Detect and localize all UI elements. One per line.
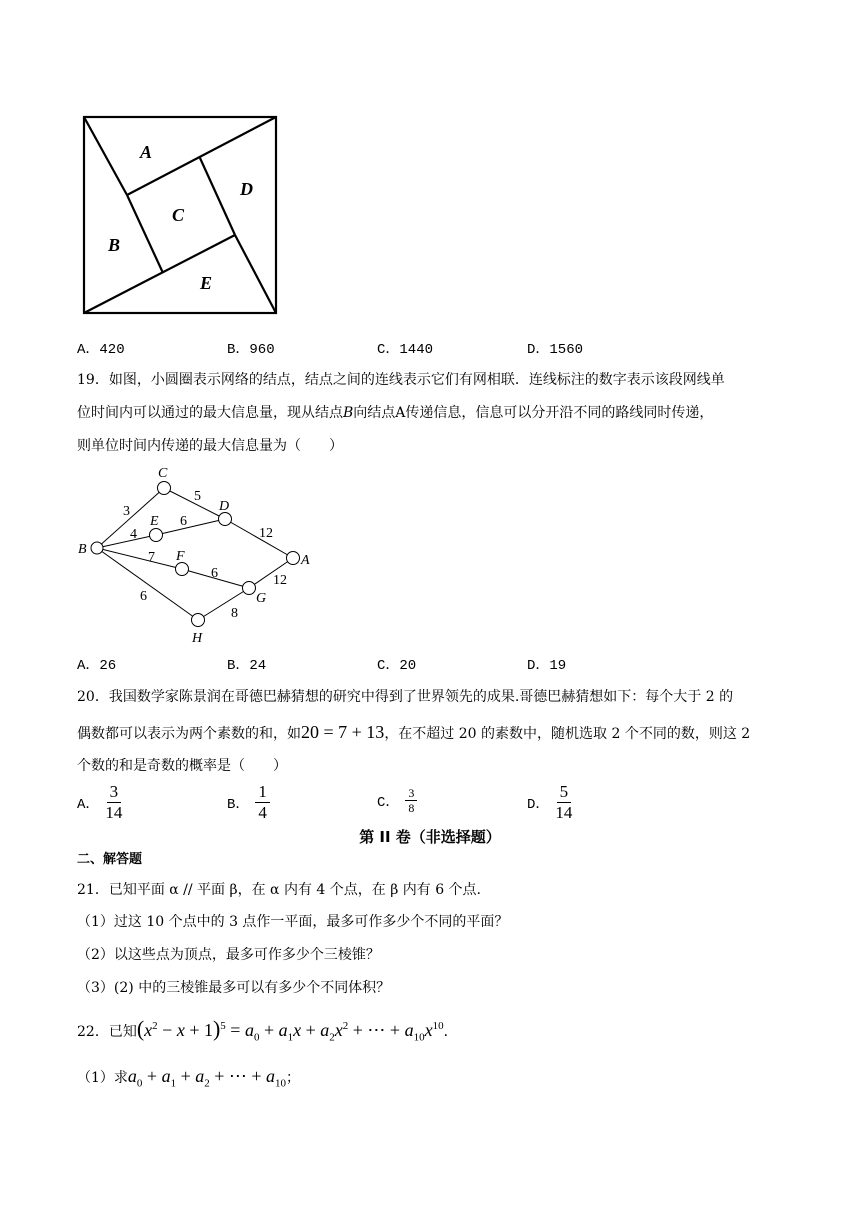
node-g bbox=[243, 582, 256, 595]
q20-option-d: D． $\frac{5}{14}$ bbox=[527, 782, 573, 822]
region-b-label: B bbox=[108, 235, 121, 255]
q19-line2: 位时间内可以通过的最大信息量，现从结点B向结点A传递信息，信息可以分开沿不同的路线同时传递， bbox=[77, 405, 714, 421]
node-f-label: F bbox=[176, 549, 185, 564]
q21-sub2: （2）以这些点为顶点，最多可作多少个三棱锥？ bbox=[77, 947, 380, 963]
network-diagram bbox=[74, 462, 324, 647]
q18-option-c: C．1440 bbox=[377, 342, 434, 358]
edge-bc-weight: 3 bbox=[123, 504, 130, 519]
edge-cd-weight: 5 bbox=[194, 489, 201, 504]
node-f bbox=[176, 563, 189, 576]
node-a bbox=[287, 552, 300, 565]
diagonal-right bbox=[235, 235, 276, 313]
q19-line3: 则单位时间内传递的最大信息量为（ ） bbox=[77, 438, 343, 454]
edge-bh-weight: 6 bbox=[140, 589, 147, 604]
node-c bbox=[158, 482, 171, 495]
node-b bbox=[91, 542, 103, 554]
q22-sub1: （1）求$a_0 + a_1 + a_2$ + ⋯ + $a_{10}$； bbox=[77, 1066, 301, 1090]
edge-ed-weight: 6 bbox=[180, 514, 187, 529]
region-e-label: E bbox=[200, 273, 213, 293]
q18-option-a: A．420 bbox=[77, 342, 125, 358]
q19-option-d: D．19 bbox=[527, 658, 567, 674]
q22-sum-expression: $a_0 + a_1 + a_2$ + ⋯ + $a_{10}$ bbox=[127, 1066, 287, 1090]
edge-ed bbox=[156, 519, 225, 535]
q18-option-d: D．1560 bbox=[527, 342, 584, 358]
node-g-label: G bbox=[256, 591, 267, 606]
node-d bbox=[219, 513, 232, 526]
section-heading: 二、解答题 bbox=[77, 852, 143, 867]
node-c-label: C bbox=[158, 466, 168, 481]
node-h-label: H bbox=[192, 631, 203, 646]
q21-sub3: （3）(2) 中的三棱锥最多可以有多少个不同体积？ bbox=[77, 980, 391, 996]
node-b-label: B bbox=[78, 542, 87, 557]
edge-fg-weight: 6 bbox=[211, 566, 218, 581]
edge-ga-weight: 12 bbox=[273, 573, 287, 588]
q19-option-a: A．26 bbox=[77, 658, 117, 674]
q22-line1: 22．已知$(x^2 - x + 1)^5 = a_0 + a_1x + a_2x^2$ + ⋯ + $a_{10}x^{10}$． bbox=[77, 1016, 458, 1044]
inner-left bbox=[127, 195, 163, 273]
q18-square-figure bbox=[80, 113, 280, 317]
edge-bf bbox=[97, 548, 182, 569]
edge-be bbox=[97, 535, 156, 548]
edge-hg bbox=[198, 588, 249, 620]
node-d-label: D bbox=[219, 499, 230, 514]
q20-equation: 20 = 7 + 13 bbox=[301, 722, 385, 742]
node-h bbox=[192, 614, 205, 627]
q18-option-b: B．960 bbox=[227, 342, 275, 358]
q21-line1: 21．已知平面 α // 平面 β，在 α 内有 4 个点，在 β 内有 6 个点. bbox=[77, 882, 482, 898]
q20-option-a: A． $\frac{3}{14}$ bbox=[77, 782, 123, 822]
edge-hg-weight: 8 bbox=[231, 606, 238, 621]
q20-option-b: B． $\frac{1}{4}$ bbox=[227, 782, 270, 823]
inner-right bbox=[200, 158, 235, 235]
q20-line1: 20．我国数学家陈景润在哥德巴赫猜想的研究中得到了世界领先的成果.哥德巴赫猜想如下：每个大于 2 的 bbox=[77, 689, 734, 705]
region-d-label: D bbox=[240, 179, 253, 199]
region-a-label: A bbox=[140, 142, 153, 162]
region-c-label: C bbox=[172, 205, 185, 225]
edge-bf-weight: 7 bbox=[148, 550, 155, 565]
q21-sub1: （1）过这 10 个点中的 3 点作一平面，最多可作多少个不同的平面？ bbox=[77, 914, 509, 930]
node-e bbox=[150, 529, 163, 542]
node-e-label: E bbox=[150, 514, 159, 529]
edge-be-weight: 4 bbox=[130, 527, 137, 542]
q20-line3: 个数的和是奇数的概率是（ ） bbox=[77, 758, 287, 774]
q19-line1: 19．如图，小圆圈表示网络的结点，结点之间的连线表示它们有网相联．连线标注的数字表示该段网线单 bbox=[77, 372, 725, 388]
q19-option-b: B．24 bbox=[227, 658, 267, 674]
q22-expansion: $(x^2 - x + 1)^5 = a_0 + a_1x + a_2x^2$ + ⋯ + $a_{10}x^{10}$ bbox=[136, 1016, 444, 1044]
diagonal-bottom bbox=[84, 235, 235, 313]
q19-option-c: C．20 bbox=[377, 658, 417, 674]
section-title: 第 II 卷（非选择题） bbox=[359, 828, 501, 846]
q20-option-c: C． $\frac{3}{8}$ bbox=[377, 786, 417, 815]
edge-da-weight: 12 bbox=[259, 526, 273, 541]
diagonal-left bbox=[84, 117, 127, 195]
node-a-label: A bbox=[301, 553, 310, 568]
q20-line2: 偶数都可以表示为两个素数的和，如20 = 7 + 13，在不超过 20 的素数中，随机选取 2 个不同的数，则这 2 bbox=[77, 722, 751, 742]
